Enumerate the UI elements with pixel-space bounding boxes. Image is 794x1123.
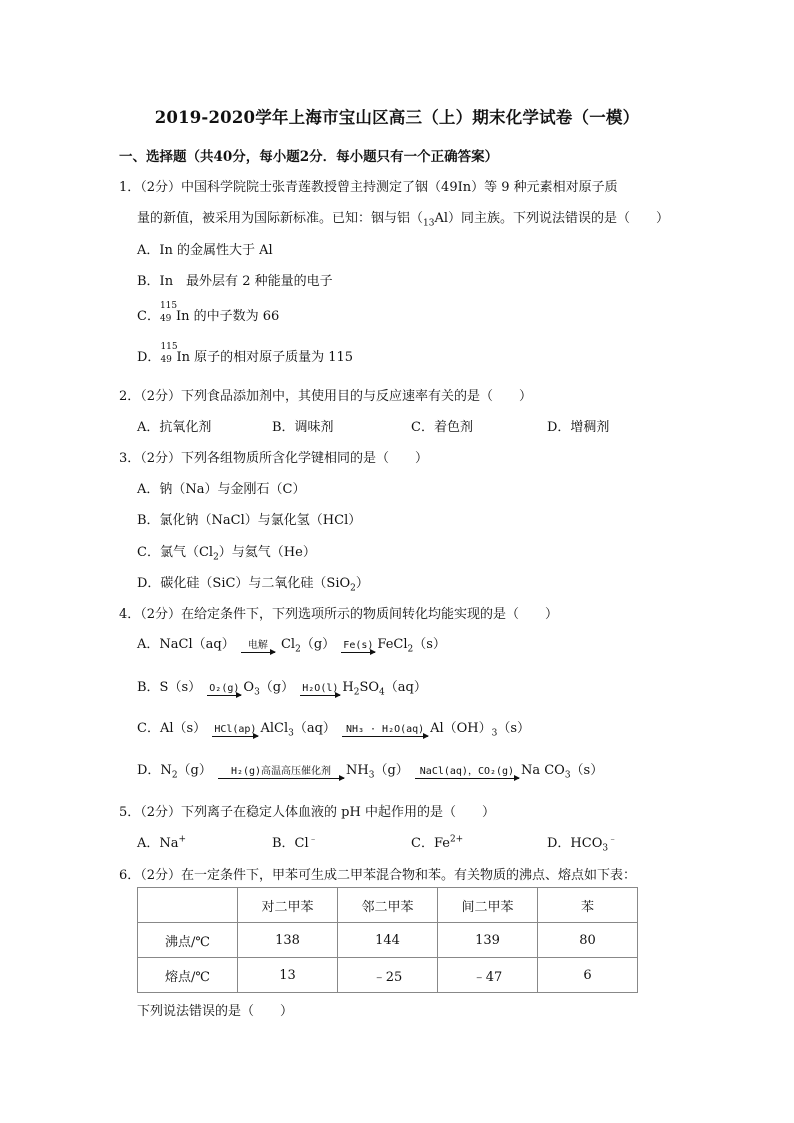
q1-option-d: D． 115 49 In 原子的相对原子质量为 115 xyxy=(137,342,354,365)
table-header-cell xyxy=(138,888,238,923)
q6-tail: 下列说法错误的是（ ） xyxy=(137,1004,294,1019)
section-heading: 一、选择题（共40分，每小题2分．每小题只有一个正确答案） xyxy=(119,149,499,165)
reaction-arrow: HCl(ap) xyxy=(214,724,257,735)
q3-option-c: C．氯气$(Cl_2)$与氦气（He） xyxy=(137,545,316,563)
reaction-arrow: NH₃ · H₂O(aq) xyxy=(342,724,428,737)
q1-stem-line2: 量的新值，被采用为国际新标准。已知：铟与铝$(_{13}Al)$同主族。下列说法错误的是（ ） xyxy=(137,211,670,229)
q2-option-a: A．抗氧化剂 xyxy=(137,420,212,435)
table-row-label: 沸点/℃ xyxy=(138,923,238,958)
table-cell: ﹣25 xyxy=(338,958,438,993)
reaction-arrow: H₂O(l) xyxy=(302,683,339,694)
table-cell: 6 xyxy=(538,958,638,993)
q3-option-b: B．氯化钠（NaCl）与氯化氢（HCl） xyxy=(137,513,362,528)
q2-option-b: B．调味剂 xyxy=(272,420,334,435)
q5-option-d: D．$HCO_3^﹣$ xyxy=(547,834,618,854)
page-title: 2019-2020学年上海市宝山区高三（上）期末化学试卷（一模） xyxy=(154,108,640,127)
table-cell: 139 xyxy=(438,923,538,958)
reaction-arrow: 电解 xyxy=(241,640,275,653)
q5-option-c: C．$Fe^{2+}$ xyxy=(411,834,464,851)
q1-option-b: B．In 最外层有 2 种能量的电子 xyxy=(137,274,333,289)
q6-stem: 6．（2分）在一定条件下，甲苯可生成二甲苯混合物和苯。有关物质的沸点、熔点如下表： xyxy=(119,868,637,883)
q1-stem-line1: 1．（2分）中国科学院院士张青莲教授曾主持测定了铟（49In）等 9 种元素相对原子质 xyxy=(119,180,618,195)
table-row-label: 熔点/℃ xyxy=(138,958,238,993)
q4-stem: 4．（2分）在给定条件下，下列选项所示的物质间转化均能实现的是（ ） xyxy=(119,607,559,622)
q4-option-c: C．Al（s） HCl(ap) AlCl$_3$（aq） NH₃ · H₂O(aq) $Al(OH)_3(s)$ xyxy=(137,721,531,739)
q5-option-b: B．Cl﹣ xyxy=(272,834,318,851)
q2-option-c: C．着色剂 xyxy=(411,420,473,435)
q5-stem: 5．（2分）下列离子在稳定人体血液的 pH 中起作用的是（ ） xyxy=(119,805,495,820)
table-header-cell: 苯 xyxy=(538,888,638,923)
reaction-arrow: NaCl(aq)，CO₂(g) xyxy=(415,766,519,779)
table-header-row xyxy=(138,888,638,923)
boiling-melting-point-table xyxy=(137,887,638,993)
q3-option-d: D．碳化硅（SiC）与二氧化硅（SiO$_2$） xyxy=(137,576,369,594)
table-cell: 13 xyxy=(238,958,338,993)
q1-option-a: A．In 的金属性大于 Al xyxy=(137,243,273,258)
nuclide-notation: 115 49 xyxy=(159,301,178,324)
q5-option-a: A．Na+ xyxy=(137,834,187,851)
q4-option-a: A．NaCl（aq） 电解 $Cl_2(g)$ Fe(s) FeCl$_2$（s） xyxy=(137,637,446,655)
q4-option-d: D．$N_2(g)$ H₂(g)高温高压催化剂 $NH_3(g)$ NaCl(aq)，CO₂(g) Na $CO_3(s)$ xyxy=(137,763,604,781)
reaction-arrow: H₂(g)高温高压催化剂 xyxy=(218,766,344,779)
table-cell: 138 xyxy=(238,923,338,958)
q4-option-b: B．S（s） O₂(g) $O_3(g)$ H₂O(l) $H_2SO_4(aq)$ xyxy=(137,680,427,698)
table-row xyxy=(138,923,638,958)
q2-stem: 2．（2分）下列食品添加剂中，其使用目的与反应速率有关的是（ ） xyxy=(119,389,533,404)
reaction-arrow: O₂(g) xyxy=(209,683,240,694)
table-cell: 80 xyxy=(538,923,638,958)
table-row xyxy=(138,958,638,993)
table-cell: 144 xyxy=(338,923,438,958)
q3-option-a: A．钠（Na）与金刚石（C） xyxy=(137,482,306,497)
reaction-arrow: Fe(s) xyxy=(343,640,374,651)
q1-option-c: C． 115 49 In 的中子数为 66 xyxy=(137,301,280,324)
table-header-cell: 对二甲苯 xyxy=(238,888,338,923)
table-header-cell: 间二甲苯 xyxy=(438,888,538,923)
table-header-cell: 邻二甲苯 xyxy=(338,888,438,923)
nuclide-notation: 115 49 xyxy=(160,342,178,365)
q2-option-d: D．增稠剂 xyxy=(547,420,610,435)
q3-stem: 3．（2分）下列各组物质所含化学键相同的是（ ） xyxy=(119,451,429,466)
table-cell: ﹣47 xyxy=(438,958,538,993)
